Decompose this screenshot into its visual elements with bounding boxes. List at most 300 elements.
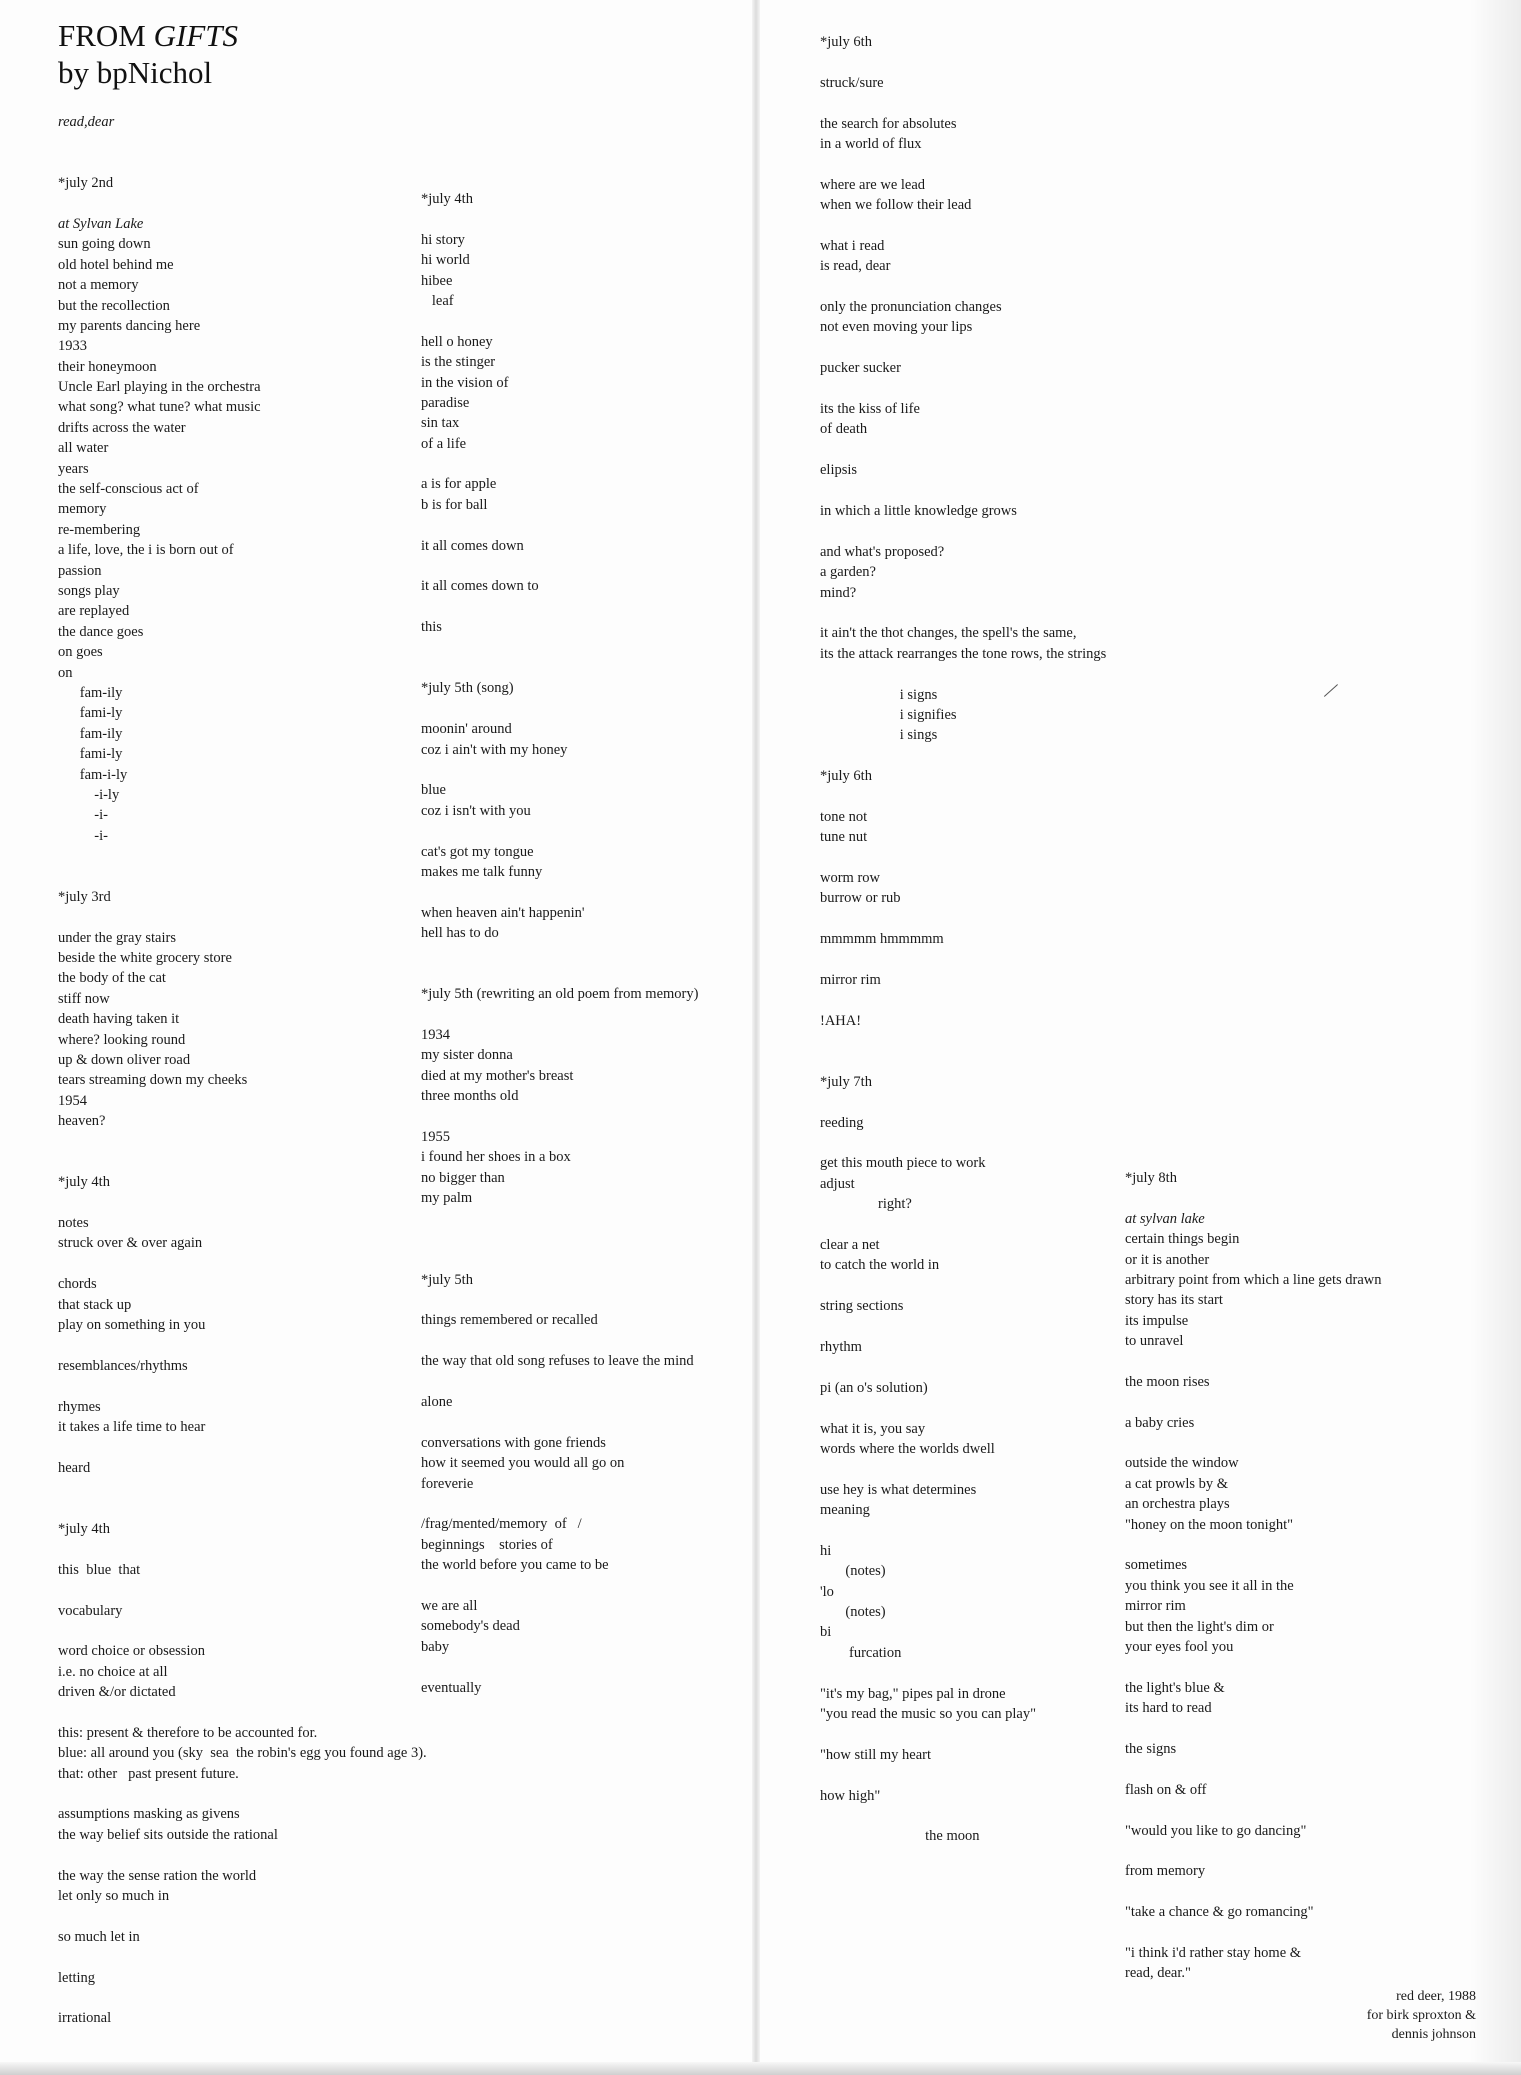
poem-line: not even moving your lips bbox=[820, 319, 973, 336]
poem-line: "would you like to go dancing" bbox=[1125, 1822, 1307, 1839]
poem-line: what it is, you say bbox=[820, 1420, 926, 1437]
poem-line bbox=[1125, 1352, 1382, 1372]
poem-line bbox=[820, 1806, 1106, 1826]
poem-line bbox=[58, 1478, 427, 1498]
poem-line: mirror rim bbox=[820, 971, 881, 988]
poem-line: the signs bbox=[1125, 1740, 1177, 1757]
poem-line: (notes) bbox=[820, 1563, 886, 1580]
poem-line: arbitrary point from which a line gets drawn bbox=[1125, 1271, 1382, 1288]
poem-line: hi bbox=[820, 1542, 832, 1559]
poem-line: *july 6th bbox=[820, 34, 872, 50]
poem-line: in which a little knowledge grows bbox=[820, 502, 1017, 519]
poem-line bbox=[58, 1906, 427, 1926]
poem-line: Uncle Earl playing in the orchestra bbox=[58, 379, 261, 396]
poem-line bbox=[58, 907, 427, 927]
poem-line: the dance goes bbox=[58, 623, 144, 640]
poem-line bbox=[421, 638, 698, 658]
poem-line: heaven? bbox=[58, 1113, 106, 1130]
poem-line bbox=[820, 1459, 1106, 1479]
left-page-column-1 bbox=[58, 112, 427, 2029]
poem-line: its the kiss of life bbox=[820, 401, 920, 418]
poem-line: *july 5th bbox=[421, 1271, 473, 1288]
poem-line: irrational bbox=[58, 2010, 112, 2027]
poem-line: read, dear." bbox=[1125, 1965, 1191, 1982]
poem-line bbox=[820, 1052, 1106, 1072]
poem-line bbox=[820, 1724, 1106, 1744]
poem-line: but the recollection bbox=[58, 297, 170, 314]
closing-note-line: red deer, 1988 bbox=[1396, 1989, 1476, 2004]
poem-line: is read, dear bbox=[820, 258, 891, 275]
poem-line: *july 3rd bbox=[58, 888, 111, 905]
poem-line: bi bbox=[820, 1624, 832, 1641]
poem-line: -i- bbox=[58, 827, 108, 844]
title-prefix: FROM bbox=[58, 18, 154, 53]
poem-line: struck/sure bbox=[820, 74, 884, 91]
poem-line: where? looking round bbox=[58, 1031, 186, 1048]
poem-line: *july 8th bbox=[1125, 1170, 1177, 1186]
poem-line: read,dear bbox=[58, 114, 115, 130]
poem-line: my parents dancing here bbox=[58, 317, 201, 334]
poem-line bbox=[421, 597, 698, 617]
poem-line bbox=[1125, 1922, 1382, 1942]
poem-line: and what's proposed? bbox=[820, 543, 945, 560]
poem-line: clear a net bbox=[820, 1237, 880, 1254]
poem-line bbox=[1125, 1800, 1382, 1820]
poem-line: are replayed bbox=[58, 603, 130, 620]
poem-line bbox=[820, 1521, 1106, 1541]
poem-line: conversations with gone friends bbox=[421, 1434, 606, 1451]
poem-line: makes me talk funny bbox=[421, 863, 543, 880]
poem-line: let only so much in bbox=[58, 1887, 170, 1904]
poem-line: outside the window bbox=[1125, 1455, 1239, 1472]
poem-line: the world before you came to be bbox=[421, 1557, 609, 1574]
poem-line bbox=[421, 882, 698, 902]
poem-title bbox=[58, 18, 238, 54]
poem-line bbox=[421, 454, 698, 474]
poem-line: blue: all around you (sky sea the robin's egg you found age 3). bbox=[58, 1745, 427, 1762]
poem-line: paradise bbox=[421, 394, 470, 411]
poem-line: "it's my bag," pipes pal in drone bbox=[820, 1685, 1006, 1702]
poem-line bbox=[820, 154, 1106, 174]
poem-line: *july 4th bbox=[58, 1520, 110, 1537]
poem-line: re-membering bbox=[58, 521, 141, 538]
poem-line: you think you see it all in the bbox=[1125, 1577, 1294, 1594]
poem-line: furcation bbox=[820, 1644, 902, 1661]
poem-line bbox=[421, 1249, 698, 1269]
poem-line: tone not bbox=[820, 808, 868, 825]
poem-line: reeding bbox=[820, 1114, 864, 1131]
poem-line: -i- bbox=[58, 807, 108, 824]
poem-line: sin tax bbox=[421, 415, 460, 432]
poem-line bbox=[58, 1988, 427, 2008]
poem-line: i sings bbox=[820, 727, 938, 744]
poem-line: its the attack rearranges the tone rows, the strings bbox=[820, 645, 1107, 662]
poem-line bbox=[58, 1376, 427, 1396]
poem-line: words where the worlds dwell bbox=[820, 1440, 995, 1457]
poem-line: i found her shoes in a box bbox=[421, 1149, 571, 1166]
poem-line bbox=[421, 1005, 698, 1025]
poem-line: story has its start bbox=[1125, 1292, 1223, 1309]
poem-line: my sister donna bbox=[421, 1047, 513, 1064]
poem-line: 1955 bbox=[421, 1128, 450, 1145]
poem-line bbox=[820, 440, 1106, 460]
poem-line: "i think i'd rather stay home & bbox=[1125, 1944, 1302, 1961]
poem-line: a garden? bbox=[820, 564, 876, 581]
poem-line bbox=[820, 990, 1106, 1010]
poem-line bbox=[820, 1133, 1106, 1153]
poem-line: *july 5th (rewriting an old poem from memory) bbox=[421, 986, 699, 1003]
poem-line bbox=[58, 1947, 427, 1967]
title-italic: GIFTS bbox=[153, 18, 239, 53]
poem-line: it takes a life time to hear bbox=[58, 1419, 206, 1435]
poem-line: the way that old song refuses to leave the mind bbox=[421, 1353, 694, 1370]
poem-line: baby bbox=[421, 1638, 450, 1655]
poem-line: what song? what tune? what music bbox=[58, 399, 261, 416]
poem-line: beginnings stories of bbox=[421, 1536, 553, 1553]
poem-line: their honeymoon bbox=[58, 358, 157, 375]
poem-line bbox=[421, 1657, 698, 1677]
poem-line bbox=[58, 1580, 427, 1600]
poem-line bbox=[421, 1107, 698, 1127]
poem-line: 1933 bbox=[58, 338, 87, 355]
poem-line: coz i isn't with you bbox=[421, 802, 531, 819]
poem-line: rhythm bbox=[820, 1339, 862, 1355]
poem-line bbox=[820, 1092, 1106, 1112]
poem-line: i.e. no choice at all bbox=[58, 1663, 168, 1680]
poem-line bbox=[820, 93, 1106, 113]
poem-line: somebody's dead bbox=[421, 1618, 520, 1635]
poem-line: fami-ly bbox=[58, 705, 123, 722]
poem-line bbox=[421, 556, 698, 576]
poem-line: hi story bbox=[421, 231, 465, 248]
poem-line: burrow or rub bbox=[820, 890, 901, 907]
poem-line: hi world bbox=[421, 252, 470, 269]
poem-line: from memory bbox=[1125, 1863, 1206, 1880]
poem-line: *july 4th bbox=[421, 191, 473, 207]
poem-line: adjust bbox=[820, 1175, 855, 1192]
poem-line bbox=[421, 821, 698, 841]
poem-line: 1934 bbox=[421, 1027, 450, 1044]
poem-line: its impulse bbox=[1125, 1312, 1189, 1329]
pencil-mark bbox=[1324, 684, 1338, 697]
poem-line bbox=[421, 1229, 698, 1249]
page-curl-shadow bbox=[1470, 0, 1521, 2075]
poem-line bbox=[58, 1845, 427, 1865]
poem-line bbox=[820, 603, 1106, 623]
poem-line: leaf bbox=[421, 292, 454, 309]
poem-line: *july 2nd bbox=[58, 175, 114, 192]
poem-line bbox=[820, 379, 1106, 399]
poem-line bbox=[58, 1437, 427, 1457]
poem-line: that: other past present future. bbox=[58, 1765, 239, 1782]
poem-line bbox=[820, 848, 1106, 868]
poem-line: b is for ball bbox=[421, 496, 488, 513]
poem-line: in the vision of bbox=[421, 374, 509, 391]
poem-line bbox=[421, 1494, 698, 1514]
poem-line: eventually bbox=[421, 1679, 482, 1696]
poem-line: a cat prowls by & bbox=[1125, 1475, 1229, 1492]
poem-line: pi (an o's solution) bbox=[820, 1379, 928, 1396]
poem-line: an orchestra plays bbox=[1125, 1496, 1230, 1513]
poem-line: songs play bbox=[58, 582, 120, 599]
poem-line: old hotel behind me bbox=[58, 256, 174, 273]
poem-line: resemblances/rhythms bbox=[58, 1357, 188, 1374]
poem-line: or it is another bbox=[1125, 1251, 1210, 1268]
poem-line: hell o honey bbox=[421, 333, 493, 350]
poem-line: coz i ain't with my honey bbox=[421, 741, 568, 758]
poem-line bbox=[820, 950, 1106, 970]
poem-line: fam-ily bbox=[58, 725, 123, 742]
poem-line: the body of the cat bbox=[58, 970, 166, 987]
poem-line bbox=[1125, 1535, 1382, 1555]
poem-line: !AHA! bbox=[820, 1012, 862, 1029]
poem-line: of death bbox=[820, 421, 868, 438]
poem-line: flash on & off bbox=[1125, 1781, 1207, 1798]
poem-line bbox=[58, 1499, 427, 1519]
poem-line: chords bbox=[58, 1276, 97, 1293]
poem-line bbox=[58, 1335, 427, 1355]
poem-line bbox=[421, 209, 698, 229]
poem-line: sometimes bbox=[1125, 1557, 1188, 1574]
poem-line: at Sylvan Lake bbox=[58, 215, 144, 232]
poem-line: alone bbox=[421, 1394, 453, 1411]
poem-line: under the gray stairs bbox=[58, 929, 176, 946]
poem-line: assumptions masking as givens bbox=[58, 1806, 240, 1823]
poem-line: /frag/mented/memory of / bbox=[421, 1516, 582, 1533]
poem-line bbox=[421, 1290, 698, 1310]
poem-line: this blue that bbox=[58, 1561, 141, 1578]
poem-line bbox=[1125, 1392, 1382, 1412]
poem-line: moonin' around bbox=[421, 721, 512, 738]
poem-line: pucker sucker bbox=[820, 360, 901, 377]
poem-line: vocabulary bbox=[58, 1602, 123, 1619]
right-page-column-2 bbox=[1125, 1168, 1382, 1984]
poem-line: the moon rises bbox=[1125, 1373, 1210, 1390]
poem-line bbox=[58, 194, 427, 214]
poem-line: on goes bbox=[58, 644, 103, 661]
poem-line: mmmmm hmmmmm bbox=[820, 931, 944, 948]
book-gutter bbox=[752, 0, 760, 2075]
poem-line bbox=[820, 664, 1106, 684]
poem-line bbox=[421, 699, 698, 719]
poem-line bbox=[820, 1276, 1106, 1296]
poem-line: fam-i-ly bbox=[58, 766, 128, 783]
poem-line: elipsis bbox=[820, 462, 858, 479]
poem-line bbox=[421, 658, 698, 678]
poem-line: hell has to do bbox=[421, 925, 499, 942]
poem-line bbox=[820, 216, 1106, 236]
poem-line: fam-ily bbox=[58, 684, 123, 701]
poem-line: is the stinger bbox=[421, 354, 496, 371]
poem-line: three months old bbox=[421, 1088, 519, 1105]
poem-line: 1954 bbox=[58, 1092, 87, 1109]
poem-line: hibee bbox=[421, 272, 453, 289]
poem-line bbox=[820, 52, 1106, 72]
poem-line bbox=[820, 786, 1106, 806]
poem-line bbox=[58, 153, 427, 173]
poem-line: that stack up bbox=[58, 1296, 132, 1313]
poem-line bbox=[1125, 1841, 1382, 1861]
poem-line bbox=[820, 1357, 1106, 1377]
poem-line: died at my mother's breast bbox=[421, 1067, 574, 1084]
poem-line bbox=[421, 311, 698, 331]
poem-line: no bigger than bbox=[421, 1169, 505, 1186]
poem-line: how high" bbox=[820, 1787, 881, 1804]
poem-line bbox=[58, 1254, 427, 1274]
poem-byline: by bpNichol bbox=[58, 55, 213, 90]
poem-line bbox=[58, 846, 427, 866]
poem-line: your eyes fool you bbox=[1125, 1638, 1234, 1655]
poem-line: up & down oliver road bbox=[58, 1051, 191, 1068]
poem-line: (notes) bbox=[820, 1604, 886, 1621]
poem-line: 'lo bbox=[820, 1583, 834, 1600]
poem-line bbox=[820, 1215, 1106, 1235]
poem-line: what i read bbox=[820, 237, 885, 254]
poem-line bbox=[820, 481, 1106, 501]
poem-line bbox=[421, 515, 698, 535]
poem-line bbox=[1125, 1433, 1382, 1453]
poem-line bbox=[1125, 1759, 1382, 1779]
poem-line: not a memory bbox=[58, 277, 139, 294]
poem-line: the light's blue & bbox=[1125, 1679, 1225, 1696]
poem-line bbox=[58, 1784, 427, 1804]
poem-line bbox=[58, 1193, 427, 1213]
poem-line: it all comes down bbox=[421, 537, 524, 554]
closing-dedication bbox=[1367, 1987, 1476, 2044]
poem-line bbox=[820, 1031, 1106, 1051]
poem-line: memory bbox=[58, 501, 107, 518]
poem-line: "honey on the moon tonight" bbox=[1125, 1516, 1294, 1533]
poem-line: at sylvan lake bbox=[1125, 1210, 1205, 1227]
poem-line: how it seemed you would all go on bbox=[421, 1455, 625, 1472]
poem-line: certain things begin bbox=[1125, 1231, 1240, 1248]
poem-line: tune nut bbox=[820, 829, 868, 846]
poem-line bbox=[820, 1765, 1106, 1785]
poem-line: tears streaming down my cheeks bbox=[58, 1072, 248, 1089]
poem-line: a baby cries bbox=[1125, 1414, 1195, 1431]
poem-line: "how still my heart bbox=[820, 1746, 932, 1763]
poem-line bbox=[820, 909, 1106, 929]
poem-line: letting bbox=[58, 1969, 96, 1986]
poem-line bbox=[1125, 1882, 1382, 1902]
poem-line: this bbox=[421, 619, 442, 636]
left-page-column-2 bbox=[421, 189, 698, 1698]
poem-line: "take a chance & go romancing" bbox=[1125, 1904, 1314, 1921]
poem-line: the search for absolutes bbox=[820, 115, 957, 132]
poem-line bbox=[820, 1317, 1106, 1337]
poem-line bbox=[820, 338, 1106, 358]
poem-line: death having taken it bbox=[58, 1011, 180, 1028]
poem-line: *july 7th bbox=[820, 1073, 872, 1090]
poem-line: its hard to read bbox=[1125, 1700, 1212, 1717]
poem-line: i signs bbox=[820, 686, 938, 703]
poem-line: meaning bbox=[820, 1502, 870, 1519]
poem-line: my palm bbox=[421, 1190, 473, 1207]
poem-line bbox=[421, 1209, 698, 1229]
poem-line bbox=[421, 964, 698, 984]
poem-line: stiff now bbox=[58, 990, 110, 1007]
poem-line bbox=[421, 760, 698, 780]
poem-line: years bbox=[58, 460, 89, 477]
poem-line: the way belief sits outside the rational bbox=[58, 1826, 278, 1843]
poem-line: only the pronunciation changes bbox=[820, 299, 1002, 316]
poem-line: it ain't the thot changes, the spell's the same, bbox=[820, 625, 1077, 642]
poem-line: notes bbox=[58, 1215, 89, 1232]
poem-line: *july 4th bbox=[58, 1174, 110, 1191]
poem-line: but then the light's dim or bbox=[1125, 1618, 1274, 1635]
poem-line: a life, love, the i is born out of bbox=[58, 542, 234, 559]
poem-line bbox=[421, 1331, 698, 1351]
poem-line bbox=[58, 866, 427, 886]
poem-line: it all comes down to bbox=[421, 578, 539, 595]
poem-line: things remembered or recalled bbox=[421, 1312, 598, 1329]
poem-line: string sections bbox=[820, 1298, 904, 1315]
poem-line bbox=[58, 1702, 427, 1722]
poem-line bbox=[820, 746, 1106, 766]
poem-line: driven &/or dictated bbox=[58, 1684, 176, 1701]
poem-line: where are we lead bbox=[820, 176, 926, 193]
poem-line: word choice or obsession bbox=[58, 1643, 205, 1660]
right-page-column-1 bbox=[820, 32, 1106, 1847]
poem-line: the moon bbox=[820, 1828, 980, 1845]
poem-line: use hey is what determines bbox=[820, 1481, 977, 1498]
poem-line: a is for apple bbox=[421, 476, 497, 493]
poem-line: on bbox=[58, 664, 73, 681]
poem-line bbox=[421, 943, 698, 963]
poem-line bbox=[1125, 1657, 1382, 1677]
poem-line: get this mouth piece to work bbox=[820, 1155, 986, 1172]
poem-line: *july 5th (song) bbox=[421, 680, 514, 697]
poem-line bbox=[58, 132, 427, 152]
poem-line: mirror rim bbox=[1125, 1598, 1186, 1615]
poem-line: mind? bbox=[820, 584, 857, 601]
poem-line: sun going down bbox=[58, 236, 151, 253]
poem-line: when heaven ain't happenin' bbox=[421, 904, 585, 921]
poem-line: the self-conscious act of bbox=[58, 481, 199, 498]
poem-line: play on something in you bbox=[58, 1317, 206, 1334]
poem-line: blue bbox=[421, 782, 446, 799]
poem-line: of a life bbox=[421, 435, 467, 452]
closing-note-line: for birk sproxton & bbox=[1366, 2008, 1476, 2023]
poem-line: "you read the music so you can play" bbox=[820, 1706, 1036, 1723]
poem-line: *july 6th bbox=[820, 768, 872, 785]
poem-line bbox=[58, 1152, 427, 1172]
poem-line: rhymes bbox=[58, 1398, 101, 1415]
poem-line: to unravel bbox=[1125, 1333, 1184, 1350]
poem-line: all water bbox=[58, 440, 109, 457]
poem-line bbox=[820, 1398, 1106, 1418]
poem-line: worm row bbox=[820, 870, 881, 887]
poem-line: fami-ly bbox=[58, 746, 123, 763]
poem-line bbox=[1125, 1719, 1382, 1739]
poem-line: i signifies bbox=[820, 706, 957, 723]
poem-line: beside the white grocery store bbox=[58, 950, 232, 967]
poem-line: drifts across the water bbox=[58, 419, 186, 436]
poem-line: when we follow their lead bbox=[820, 197, 972, 214]
poem-line: -i-ly bbox=[58, 786, 120, 803]
poem-line bbox=[421, 1576, 698, 1596]
poem-line bbox=[421, 1372, 698, 1392]
poem-line: right? bbox=[820, 1196, 912, 1213]
poem-line: the way the sense ration the world bbox=[58, 1867, 257, 1884]
poem-line bbox=[58, 1621, 427, 1641]
poem-line: to catch the world in bbox=[820, 1257, 940, 1274]
poem-line bbox=[58, 1132, 427, 1152]
poem-line: this: present & therefore to be accounted for. bbox=[58, 1724, 318, 1741]
poem-line: struck over & over again bbox=[58, 1235, 203, 1252]
page-bottom-edge bbox=[0, 2062, 1521, 2075]
poem-line bbox=[421, 1412, 698, 1432]
